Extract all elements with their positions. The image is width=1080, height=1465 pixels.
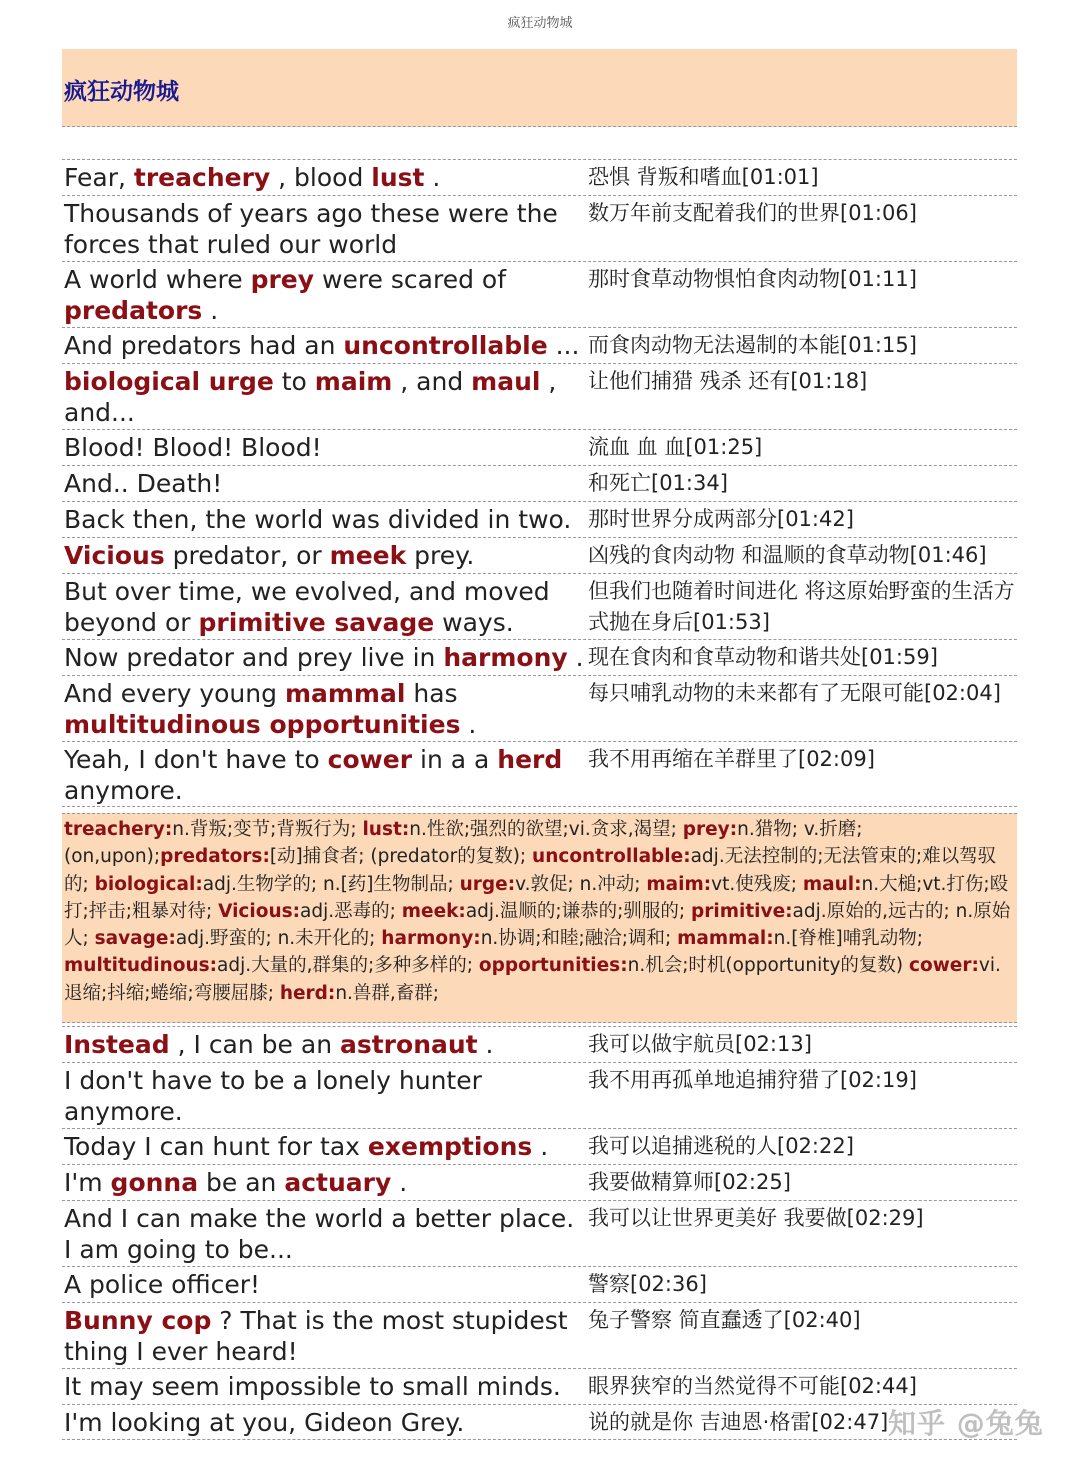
vocab-definition: adj.温顺的;谦恭的;驯服的; bbox=[465, 900, 692, 922]
keyword: Instead bbox=[64, 1030, 170, 1059]
chinese-translation: 让他们捕猎 残杀 还有[01:18] bbox=[588, 369, 868, 393]
subtitle-row bbox=[62, 363, 1017, 429]
chinese-translation: 我可以做宇航员[02:13] bbox=[588, 1032, 812, 1056]
vocab-definition: n.性欲;强烈的欲望;vi.贪求,渴望; bbox=[409, 819, 683, 840]
keyword: herd bbox=[497, 745, 563, 774]
vocab-word: lust: bbox=[362, 819, 410, 840]
chinese-translation: 流血 血 血[01:25] bbox=[588, 435, 763, 459]
subtitle-row bbox=[62, 501, 1017, 537]
subtitle-row bbox=[62, 327, 1017, 363]
text-segment: be an bbox=[198, 1168, 285, 1197]
keyword: uncontrollable bbox=[343, 331, 548, 360]
english-line bbox=[62, 676, 588, 741]
vocab-word: Vicious: bbox=[218, 900, 301, 922]
chinese-translation: 兔子警察 简直蠢透了[02:40] bbox=[588, 1308, 861, 1332]
vocab-definition: adj.原始的,远古的; n.原始人; bbox=[64, 900, 1011, 950]
text-segment: Thousands of years ago these were the forces that ruled our world bbox=[64, 199, 558, 259]
vocab-word: maim: bbox=[646, 873, 712, 895]
vocab-definition: adj.无法控制的;无法管束的;难以驾驭的; bbox=[64, 846, 997, 895]
chinese-translation: 警察[02:36] bbox=[588, 1272, 707, 1296]
english-line bbox=[62, 160, 588, 195]
text-segment: . bbox=[424, 163, 441, 192]
vocab-definition: n.背叛;变节;背叛行为; bbox=[172, 819, 363, 840]
chinese-translation: 恐惧 背叛和嗜血[01:01] bbox=[588, 165, 819, 189]
english-line bbox=[62, 1063, 588, 1128]
keyword: primitive savage bbox=[198, 608, 435, 637]
text-segment: prey. bbox=[406, 541, 475, 570]
chinese-translation: 现在食肉和食草动物和谐共处[01:59] bbox=[588, 645, 938, 669]
vocab-word: primitive: bbox=[691, 900, 793, 922]
subtitle-row bbox=[62, 741, 1017, 807]
keyword: astronaut bbox=[339, 1030, 478, 1059]
text-segment: ? That is the most stupidest thing I ever heard! bbox=[64, 1306, 568, 1366]
vocab-definition: n.兽群,畜群; bbox=[335, 982, 440, 1004]
chinese-translation: 我可以追捕逃税的人[02:22] bbox=[588, 1134, 854, 1158]
vocab-word: treachery: bbox=[64, 819, 173, 840]
english-line bbox=[62, 430, 588, 465]
text-segment: Back then, the world was divided in two. bbox=[64, 505, 572, 534]
subtitle-row bbox=[62, 465, 1017, 501]
text-segment: ... bbox=[547, 331, 580, 360]
english-line bbox=[62, 502, 588, 537]
title-banner bbox=[62, 49, 1017, 127]
subtitle-row bbox=[62, 639, 1017, 675]
vocab-word: urge: bbox=[459, 873, 516, 895]
keyword: Bunny cop bbox=[64, 1306, 212, 1335]
document-title: 疯狂动物城 bbox=[64, 79, 179, 105]
text-segment: A world where bbox=[64, 265, 251, 294]
vocab-word: savage: bbox=[94, 928, 176, 950]
subtitle-row bbox=[62, 675, 1017, 741]
subtitle-table-1 bbox=[62, 159, 1017, 807]
keyword: harmony bbox=[443, 643, 568, 672]
english-line bbox=[62, 1303, 588, 1368]
chinese-translation: 和死亡[01:34] bbox=[588, 471, 728, 495]
vocab-word: prey: bbox=[682, 819, 738, 840]
english-line bbox=[62, 1027, 588, 1062]
text-segment: And I can make the world a better place. I am going to be... bbox=[64, 1204, 575, 1264]
keyword: mammal bbox=[284, 679, 406, 708]
english-line bbox=[62, 742, 588, 806]
subtitle-row bbox=[62, 1200, 1017, 1266]
english-line bbox=[62, 262, 588, 327]
keyword: biological urge bbox=[64, 367, 274, 396]
keyword: exemptions bbox=[367, 1132, 533, 1161]
text-segment: , and bbox=[392, 367, 472, 396]
chinese-translation: 眼界狭窄的当然觉得不可能[02:44] bbox=[588, 1374, 917, 1398]
vocab-definition: adj.大量的,群集的;多种多样的; bbox=[217, 955, 479, 977]
vocab-word: cower: bbox=[909, 955, 979, 977]
subtitle-row bbox=[62, 1368, 1017, 1404]
subtitle-row bbox=[62, 1026, 1017, 1062]
vocab-definition: n.机会;时机(opportunity的复数) bbox=[627, 955, 910, 977]
text-segment: , I can be an bbox=[169, 1030, 340, 1059]
vocab-definition: adj.野蛮的; n.未开化的; bbox=[175, 928, 382, 950]
text-segment: in a a bbox=[412, 745, 498, 774]
vocab-word: mammal: bbox=[677, 928, 774, 950]
text-segment: anymore. bbox=[64, 776, 183, 805]
vocab-word: multitudinous: bbox=[64, 955, 218, 977]
text-segment: And predators had an bbox=[64, 331, 344, 360]
text-segment: , blood bbox=[270, 163, 372, 192]
english-line bbox=[62, 1165, 588, 1200]
text-segment: It may seem impossible to small minds. bbox=[64, 1372, 561, 1401]
text-segment: to bbox=[273, 367, 315, 396]
vocab-word: meek: bbox=[401, 900, 466, 922]
keyword: actuary bbox=[284, 1168, 392, 1197]
vocab-word: uncontrollable: bbox=[532, 846, 691, 868]
subtitle-row bbox=[62, 1302, 1017, 1368]
keyword: Vicious bbox=[64, 541, 165, 570]
text-segment: were scared of bbox=[314, 265, 506, 294]
chinese-translation: 而食肉动物无法遏制的本能[01:15] bbox=[588, 333, 917, 357]
vocab-word: harmony: bbox=[381, 928, 481, 950]
vocab-definition: vi.退缩;抖缩;蜷缩;弯腰屈膝; bbox=[64, 955, 1001, 1004]
text-segment: Today I can hunt for tax bbox=[64, 1132, 368, 1161]
page-header: 疯狂动物城 bbox=[507, 16, 573, 31]
text-segment: . bbox=[202, 296, 219, 325]
keyword: treachery bbox=[133, 163, 271, 192]
keyword: gonna bbox=[110, 1168, 199, 1197]
subtitle-row bbox=[62, 429, 1017, 465]
vocab-definition: n.大槌;vt.打伤;殴打;抨击;粗暴对待; bbox=[64, 873, 1009, 922]
text-segment: A police officer! bbox=[64, 1270, 261, 1299]
vocab-definition: adj.生物学的; n.[药]生物制品; bbox=[202, 873, 460, 895]
english-line bbox=[62, 1201, 588, 1266]
vocab-word: opportunities: bbox=[478, 955, 628, 977]
text-segment: Now predator and prey live in bbox=[64, 643, 444, 672]
subtitle-row bbox=[62, 159, 1017, 195]
subtitle-row bbox=[62, 573, 1017, 639]
subtitle-row bbox=[62, 1404, 1017, 1440]
english-line bbox=[62, 574, 588, 639]
english-line bbox=[62, 1267, 588, 1302]
watermark: 知乎 @兔兔 bbox=[888, 1407, 1044, 1440]
text-segment: . bbox=[567, 643, 584, 672]
subtitle-row bbox=[62, 537, 1017, 573]
text-segment: I don't have to be a lonely hunter anymore. bbox=[64, 1066, 482, 1126]
vocab-word: biological: bbox=[94, 873, 203, 895]
vocab-definition: [动]捕食者; (predator的复数); bbox=[269, 846, 533, 868]
text-segment: I'm looking at you, Gideon Grey. bbox=[64, 1408, 465, 1437]
text-segment: , and... bbox=[64, 367, 557, 427]
text-segment: But over time, we evolved, and moved beyond or bbox=[64, 577, 550, 637]
chinese-translation: 凶残的食肉动物 和温顺的食草动物[01:46] bbox=[588, 543, 987, 567]
vocab-definition: n.[脊椎]哺乳动物; bbox=[773, 928, 923, 950]
english-line bbox=[62, 640, 588, 675]
chinese-translation: 我要做精算师[02:25] bbox=[588, 1170, 791, 1194]
vocab-word: herd: bbox=[279, 982, 336, 1004]
vocab-definition: v.敦促; n.冲动; bbox=[515, 873, 647, 895]
text-segment: And every young bbox=[64, 679, 285, 708]
text-segment: ways. bbox=[434, 608, 514, 637]
subtitle-table-2 bbox=[62, 1026, 1017, 1440]
subtitle-row bbox=[62, 1266, 1017, 1302]
chinese-translation: 那时世界分成两部分[01:42] bbox=[588, 507, 854, 531]
english-line bbox=[62, 328, 588, 363]
text-segment: . bbox=[477, 1030, 494, 1059]
chinese-translation: 我不用再孤单地追捕狩猎了[02:19] bbox=[588, 1068, 917, 1092]
keyword: cower bbox=[327, 745, 413, 774]
vocab-definition: vt.使残废; bbox=[711, 873, 803, 895]
text-segment: has bbox=[405, 679, 458, 708]
keyword: prey bbox=[250, 265, 315, 294]
english-line bbox=[62, 1129, 588, 1164]
english-line bbox=[62, 1405, 588, 1439]
keyword: maul bbox=[471, 367, 541, 396]
vocabulary-box bbox=[62, 813, 1017, 1023]
keyword: maim bbox=[314, 367, 393, 396]
english-line bbox=[62, 538, 588, 573]
chinese-translation: 但我们也随着时间进化 将这原始野蛮的生活方式抛在身后[01:53] bbox=[588, 579, 1015, 634]
english-line bbox=[62, 1369, 588, 1404]
chinese-translation: 说的就是你 吉迪恩·格雷[02:47] bbox=[588, 1410, 889, 1434]
chinese-translation: 我不用再缩在羊群里了[02:09] bbox=[588, 747, 875, 771]
text-segment: . bbox=[460, 710, 477, 739]
english-line bbox=[62, 466, 588, 501]
subtitle-row bbox=[62, 195, 1017, 261]
keyword: predators bbox=[64, 296, 203, 325]
vocab-word: predators: bbox=[160, 846, 270, 868]
keyword: lust bbox=[371, 163, 425, 192]
text-segment: Fear, bbox=[64, 163, 134, 192]
chinese-translation: 那时食草动物惧怕食肉动物[01:11] bbox=[588, 267, 917, 291]
text-segment: predator, or bbox=[164, 541, 330, 570]
english-line bbox=[62, 196, 588, 261]
subtitle-row bbox=[62, 1164, 1017, 1200]
chinese-translation: 每只哺乳动物的未来都有了无限可能[02:04] bbox=[588, 681, 1001, 705]
chinese-translation: 我可以让世界更美好 我要做[02:29] bbox=[588, 1206, 924, 1230]
vocab-word: maul: bbox=[802, 873, 862, 895]
text-segment: I'm bbox=[64, 1168, 111, 1197]
chinese-translation: 数万年前支配着我们的世界[01:06] bbox=[588, 201, 917, 225]
text-segment: . bbox=[391, 1168, 408, 1197]
vocab-definition: n.猎物; v.折磨; (on,upon); bbox=[64, 819, 863, 868]
vocab-definition: adj.恶毒的; bbox=[300, 900, 402, 922]
text-segment: Yeah, I don't have to bbox=[64, 745, 328, 774]
keyword: meek bbox=[329, 541, 407, 570]
english-line bbox=[62, 364, 588, 429]
vocab-definition: n.协调;和睦;融洽;调和; bbox=[480, 928, 678, 950]
text-segment: Blood! Blood! Blood! bbox=[64, 433, 322, 462]
text-segment: . bbox=[532, 1132, 549, 1161]
subtitle-row bbox=[62, 1062, 1017, 1128]
subtitle-row bbox=[62, 261, 1017, 327]
subtitle-row bbox=[62, 1128, 1017, 1164]
text-segment: And.. Death! bbox=[64, 469, 223, 498]
keyword: multitudinous opportunities bbox=[64, 710, 461, 739]
